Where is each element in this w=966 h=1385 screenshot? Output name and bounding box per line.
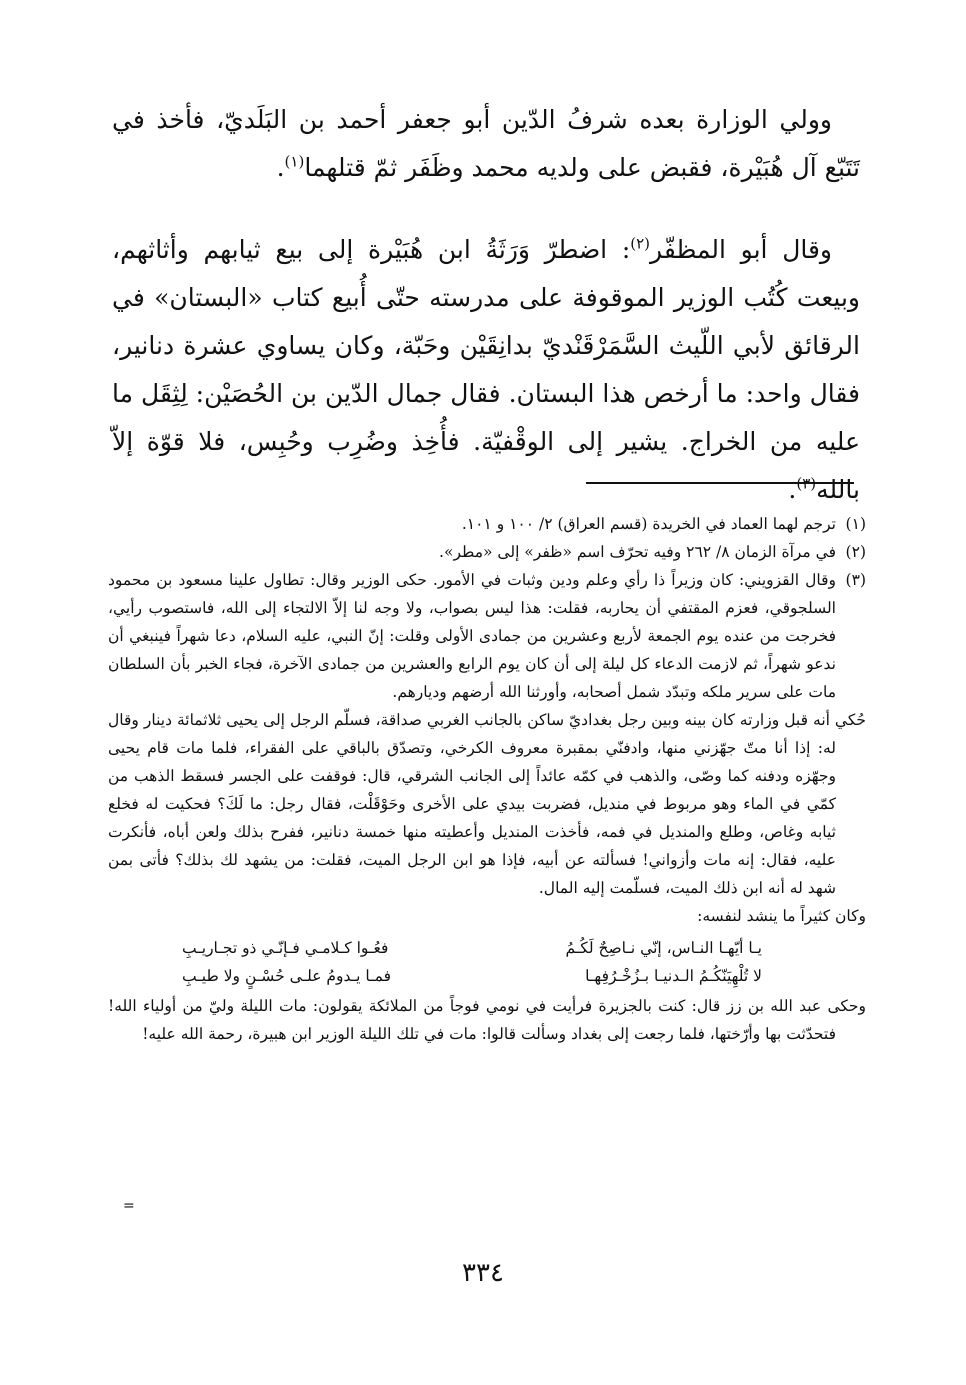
- footnote-ref-2[interactable]: (٢): [630, 234, 651, 253]
- footnote-2: [108, 538, 866, 566]
- footnote-dream-story: وحكى عبد الله بن زز قال: كنت بالجزيرة فرأيت في نومي فوجاً من الملائكة يقولون: مات الليلة وليّ من أولياء الله! فتحدّثت بها وأرّختها، فلما رجعت إلى بغداد وسألت قالوا: مات في تلك الليلة الوزير ابن هبيرة، رحمة الله عليه!: [108, 997, 866, 1043]
- margin-mark: =: [123, 1198, 135, 1214]
- footnote-verse-intro: وكان كثيراً ما ينشد لنفسه:: [697, 907, 866, 925]
- main-text: [112, 96, 860, 514]
- footnotes: [108, 510, 866, 1048]
- footnote-anecdote: حُكي أنه قبل وزارته كان بينه وبين رجل بغداديّ ساكن بالجانب الغربي صداقة، فسلّم الرجل إلى يحيى ثلاثمائة دينار وقال له: إذا أنا متّ جهّزني منها، وادفنّي بمقبرة معروف الكرخي، وتصدّق بالباقي على الفقراء، فلما مات قام يحيى وجهّزه ودفنه كما وصّى، والذهب في كمّه عائداً إلى الجانب الشرقي، قال: فوقفت على الجسر فسقط الذهب من كمّي في الماء وهو مربوط في منديل، فضربت بيدي على الأخرى وحَوْقَلْت، فقال رجل: ما لَكَ؟ فحكيت له فخلع ثيابه وغاص، وطلع والمنديل في فمه، فأخذت المنديل وأعطيته منها خمسة دنانير، ففرح بذلك ولعن أباه، فأنكرت عليه، فقال: إنه مات وأزواني! فسألته عن أبيه، فإذا هو ابن الرجل الميت، فقلت: من يشهد لك بذلك؟ فأتى بمن شهد له أنه ابن ذلك الميت، فسلّمت إليه المال.: [108, 711, 866, 897]
- hemistich: لا تُلْهِيَنّكُـمُ الـدنيـا بـزُخْـرُفِهـا: [585, 967, 762, 985]
- footnote-ref-3[interactable]: (٣): [796, 474, 817, 493]
- footnote-number: (٢): [845, 543, 866, 561]
- poem: [108, 934, 836, 990]
- paragraph-2: وقال أبو المظفّر$^{(٢)}$: اضطرّ وَرَثَةُ ابن هُبَيْرة إلى بيع ثيابهم وأثاثهم، وبيعت كُتُب الوزير الموقوفة على مدرسته حتّى أُبيع كتاب «البستان» في الرقائق لأبي اللّيث السَّمَرْقَنْديّ بدانِقَيْن وحَبّة، وكان يساوي عشرة دنانير، فقال واحد: ما أرخص هذا البستان. فقال جمال الدّين بن الحُصَيْن: لِثِقَل ما عليه من الخراج. يشير إلى الوقْفيّة. فأُخِذ وضُرِب وحُبِس، فلا قوّة إلاّ بالله$^{(٣)}$.: [112, 234, 860, 504]
- footnote-number: (٣): [845, 571, 866, 589]
- poem-line-2: [108, 962, 836, 990]
- footnote-1: [108, 510, 866, 538]
- hemistich: يـا أيّهـا النـاس، إنّي نـاصِحٌ لَكُـمُ: [565, 939, 762, 957]
- footnote-3: [108, 566, 866, 1048]
- footnote-text: ترجم لهما العماد في الخريدة (قسم العراق) ٢/ ١٠٠ و ١٠١.: [461, 515, 836, 533]
- footnote-separator: [586, 482, 854, 484]
- footnote-text: وقال القزويني: كان وزيراً ذا رأي وعلم ودين وثبات في الأمور. حكى الوزير وقال: تطاول علينا مسعود بن محمود السلجوقي، فعزم المقتفي أن يحاربه، فقلت: هذا ليس بصواب، ولا وجه لنا إلاّ الالتجاء إلى الله، فاستصوب رأيي، فخرجت من عنده يوم الجمعة لأربع وعشرين من جمادى الأولى وقلت: إنّ النبي، عليه السلام، دعا شهراً فينبغي أن ندعو شهراً، ثم لازمت الدعاء كل ليلة إلى أن كان يوم الرابع والعشرين من جمادى الآخرة، فجاء الخبر بأن السلطان مات على سرير ملكه وتبدّد شمل أصحابه، وأورثنا الله أرضهم وديارهم.: [108, 571, 836, 701]
- hemistich: فعُـوا كـلامـي فـإنّـي ذو تجـاريـبِ: [182, 939, 389, 957]
- poem-line-1: [108, 934, 836, 962]
- paragraph-1: وولي الوزارة بعده شرفُ الدّين أبو جعفر أحمد بن البَلَديّ، فأخذ في تَتَبّع آل هُبَيْرة، فقبض على ولديه محمد وظَفَر ثمّ قتلهما$^{(١)}$.: [112, 105, 860, 182]
- footnote-text: في مرآة الزمان ٨/ ٢٦٢ وفيه تحرّف اسم «ظفر» إلى «مطر».: [439, 543, 836, 561]
- footnote-number: (١): [845, 515, 866, 533]
- footnote-ref-1[interactable]: (١): [284, 152, 305, 171]
- hemistich: فمـا يـدومُ علـى حُسْـنٍ ولا طيـبِ: [182, 967, 392, 985]
- page-number: ٣٣٤: [462, 1258, 504, 1288]
